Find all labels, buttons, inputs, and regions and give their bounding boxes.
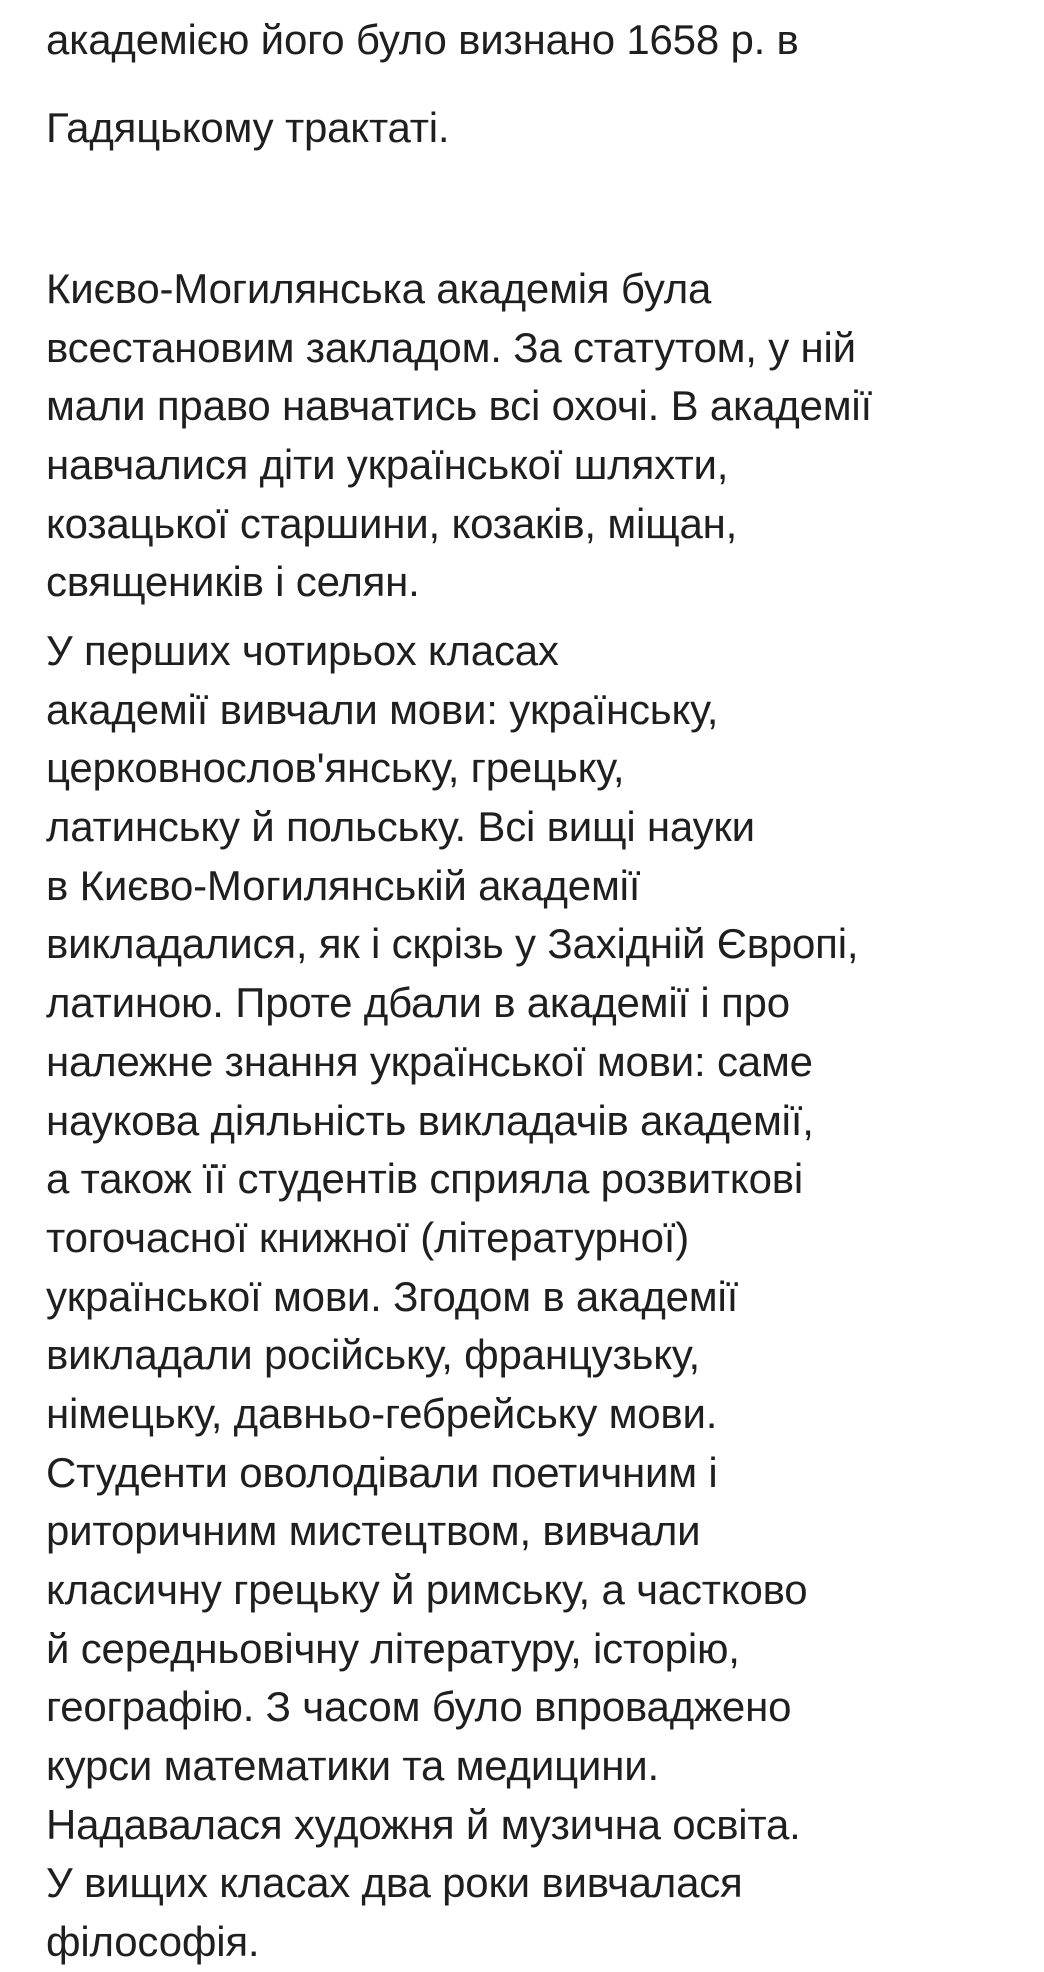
text-line: навчалися діти української шляхти, [46, 441, 729, 489]
text-line: Гадяцькому трактаті. [46, 104, 450, 151]
text-line: Києво-Могилянська академія була [46, 265, 712, 312]
text-line: У перших чотирьох класах [46, 627, 559, 674]
text-line: мали право навчатись всі охочі. В академії [46, 382, 873, 430]
text-line: викладали російську, французьку, [46, 1331, 700, 1379]
text-line: належне знання української мови: саме [46, 1037, 813, 1085]
intro-paragraph [46, 10, 1040, 186]
text-line: священиків і селян. [46, 558, 420, 606]
text-line: а також її студентів сприяла розвиткові [46, 1155, 803, 1203]
text-line: риторичним мистецтвом, вивчали [46, 1507, 701, 1555]
text-line: латиною. Проте дбали в академії і про [46, 979, 790, 1027]
text-line: Студенти оволодівали поетичним і [46, 1448, 718, 1496]
text-line: класичну грецьку й римську, а частково [46, 1566, 808, 1613]
text-line: в Києво-Могилянській академії [46, 861, 641, 909]
text-line: філософія. [46, 1918, 260, 1966]
paragraph-academy-students [46, 260, 1040, 612]
text-line: курси математики та медицини. [46, 1742, 659, 1790]
text-line: всестановим закладом. За статутом, у ній [46, 323, 856, 371]
text-line: української мови. Згодом в академії [46, 1272, 739, 1320]
text-line: географію. З часом було впроваджено [46, 1683, 792, 1731]
text-line: німецьку, давньо-гебрейську мови. [46, 1389, 718, 1437]
text-line: У вищих класах два роки вивчалася [46, 1859, 743, 1907]
text-line: викладалися, як і скрізь у Західній Європі, [46, 920, 859, 968]
text-line: академії вивчали мови: українську, [46, 685, 719, 733]
paragraph-academy-curriculum [46, 622, 1040, 1972]
text-line: козацької старшини, козаків, міщан, [46, 499, 738, 547]
text-line: латинську й польську. Всі вищі науки [46, 803, 755, 851]
text-line: академією його було визнано 1658 р. в [46, 16, 799, 63]
text-line: й середньовічну літературу, історію, [46, 1624, 740, 1672]
text-line: церковнослов'янську, грецьку, [46, 744, 625, 792]
text-line: тогочасної книжної (літературної) [46, 1213, 690, 1261]
text-line: наукова діяльність викладачів академії, [46, 1096, 814, 1144]
text-line: Надавалася художня й музична освіта. [46, 1800, 801, 1848]
